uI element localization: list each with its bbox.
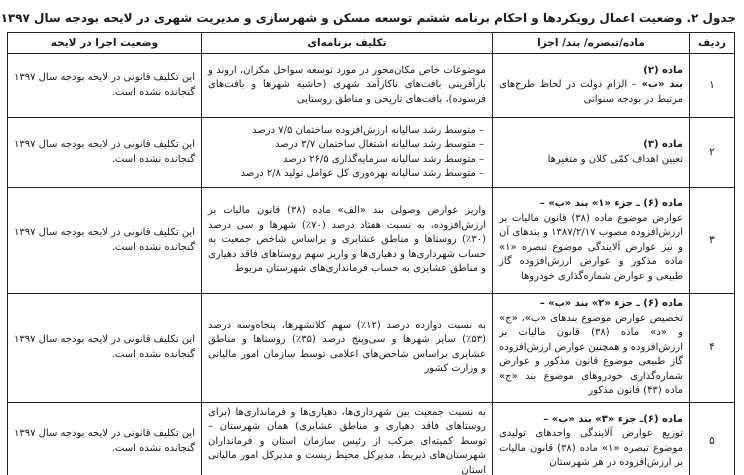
- header-row: [8, 33, 735, 54]
- task-text: به نسبت جمعیت بین شهرداری‌ها، دهیاری‌ها و فرمانداری‌ها (برای روستاهای فاقد دهیاری و مناطق عشایری) همان شهرستان – توسط کمیته‌ای مرکب از رئیس سازمان استان و فرمانداران شهرستان‌های ذیربط، مدیرکل محیط زیست و مدیرکل امور مالیاتی استان: [208, 406, 486, 475]
- clause-text: – الزام دولت در لحاظ طرح‌های مرتبط در بودجه سنواتی: [499, 79, 683, 105]
- clause-title: ماده (۳): [643, 139, 683, 150]
- clause-cell: [493, 294, 690, 403]
- clause-title: ماده (۶) ـ جزء «۱» بند «ب» –: [539, 198, 683, 209]
- task-cell: [202, 402, 493, 475]
- clause-cell: [493, 188, 690, 294]
- clause-text: تخصیص عوارض موضوع بندهای «ب»، «ج» و «د» ماده (۳۸) قانون مالیات بر ارزش‌افزوده و همچنین عوارض ارزش‌افزوده گاز طبیعی موضوع قانون مذکور و عوارض شماره‌گذاری خودروهای موضوع بند «ج» ماده (۴۳) قانون مذکور: [498, 312, 683, 396]
- clause-body: [499, 427, 683, 471]
- table-title: جدول ۲. وضعیت اعمال رویکردها و احکام برنامه ششم توسعه مسکن و شهرسازی و مدیریت شهری در لایحه بودجه سال ۱۳۹۷: [0, 11, 736, 25]
- task-list-item: – متوسط رشد سالیانه بهره‌وری کل عوامل تولید ۲/۸ درصد: [240, 168, 484, 179]
- task-list-item: – متوسط رشد سالیانه سرمایه‌گذاری ۲۶/۵ درصد: [282, 153, 484, 165]
- clause-body: [499, 78, 683, 107]
- header-program-task: تکلیف برنامه‌ای: [202, 33, 493, 54]
- row-no-cell: ۴: [690, 294, 735, 403]
- header-row-no: ردیف: [690, 33, 735, 54]
- task-list-item: – متوسط رشد سالیانه ارزش‌افزوده ساختمان ۷/۵ درصد: [252, 124, 484, 136]
- row-no-cell: ۵: [690, 402, 735, 475]
- clause-text: توزیع عوارض آلایندگی واحدهای تولیدی موضوع تبصره «۱» ماده (۳۸) قانون مالیات بر ارزش‌افزوده در هر شهرستان: [499, 428, 683, 469]
- table-row: [8, 188, 735, 294]
- clause-title: ماده (۲): [643, 64, 683, 76]
- task-text: واریز عوارض وصولی بند «الف» ماده (۳۸) قانون مالیات بر ارزش‌افزوده، به نسبت هفتاد درصد (۷۰٪) شهرها و سی درصد (۳۰٪) روستاها و مناطق عشایری و براساس شاخص جمعیت به حساب شهرداری‌ها و دهیاری‌ها و واریز سهم روستاهای فاقد دهیاری و مناطق عشایری به حساب فرمانداری‌های شهرستان مربوط: [208, 205, 486, 275]
- table-row: [8, 118, 735, 188]
- task-cell: [202, 188, 493, 294]
- task-text: به نسبت دوازده درصد (۱۲٪) سهم کلانشهرها، پنجاه‌وسه درصد (۵۳٪) سایر شهرها و سی‌وپنج درصد (۳۵٪) روستاها و مناطق عشایری براساس شاخص‌های اعلامی توسط سازمان امور مالیاتی و وزارت کشور: [208, 319, 486, 375]
- table-row: [8, 402, 735, 475]
- status-text: این تکلیف قانونی در لایحه بودجه سال ۱۳۹۷ گنجانده نشده است.: [13, 334, 195, 360]
- status-cell: [8, 118, 202, 188]
- status-text: این تکلیف قانونی در لایحه بودجه سال ۱۳۹۷ گنجانده نشده است.: [13, 428, 195, 454]
- clause-body: [499, 312, 683, 399]
- clause-cell: [493, 402, 690, 475]
- task-cell: [202, 54, 493, 118]
- task-cell: [202, 118, 493, 188]
- status-text: این تکلیف قانونی در لایحه بودجه سال ۱۳۹۷ گنجانده نشده است.: [13, 227, 195, 253]
- task-list-item: – متوسط رشد سالیانه اشتغال ساختمان ۳/۷ درصد: [274, 139, 484, 150]
- row-no-cell: ۲: [690, 118, 735, 188]
- clause-text: تعیین اهداف کمّی کلان و متغیرها: [547, 153, 683, 165]
- task-cell: [202, 294, 493, 403]
- row-no-cell: ۳: [690, 188, 735, 294]
- clause-cell: [493, 118, 690, 188]
- status-cell: [8, 54, 202, 118]
- table-row: [8, 54, 735, 118]
- status-cell: [8, 188, 202, 294]
- clause-text: عوارض موضوع ماده (۳۸) قانون مالیات بر ارزش‌افزوده مصوب ۱۳۸۷/۲/۱۷ و بندهای آن و نیز عوارض آلایندگی موضوع تبصره «۱» ماده مذکور و عوارض ارزش‌افزوده گاز طبیعی و عوارض شماره‌گذاری خودروها: [499, 212, 683, 282]
- clause-bold-text: بند «ب»: [641, 79, 683, 91]
- table-row: [8, 294, 735, 403]
- status-cell: [8, 294, 202, 403]
- status-table: [7, 32, 735, 475]
- task-text: موضوعات خاص مکان‌محور در مورد توسعه سواحل مکران، اروند و بازآفرینی بافت‌های ناکارآمد شهری (حاشیه شهرها و بافت‌های فرسوده)، بافت‌های تاریخی و مناطق روستایی: [208, 64, 486, 105]
- status-text: این تکلیف قانونی در لایحه بودجه سال ۱۳۹۷ گنجانده نشده است.: [13, 139, 195, 165]
- clause-cell: [493, 54, 690, 118]
- clause-title: ماده (۶) ـ جزء «۲» بند «ب» –: [539, 298, 683, 309]
- status-cell: [8, 402, 202, 475]
- status-text: این تکلیف قانونی در لایحه بودجه سال ۱۳۹۷ گنجانده نشده است.: [13, 72, 195, 98]
- header-clause: ماده/تبصره/ بند/ اجزا: [493, 33, 690, 54]
- row-no-cell: ۱: [690, 54, 735, 118]
- clause-title: ماده (۶)ـ جزء «۳» بند «ب» –: [543, 413, 683, 425]
- clause-body: [499, 153, 683, 168]
- header-status: وضعیت اجرا در لایحه: [8, 33, 202, 54]
- clause-body: [499, 212, 683, 285]
